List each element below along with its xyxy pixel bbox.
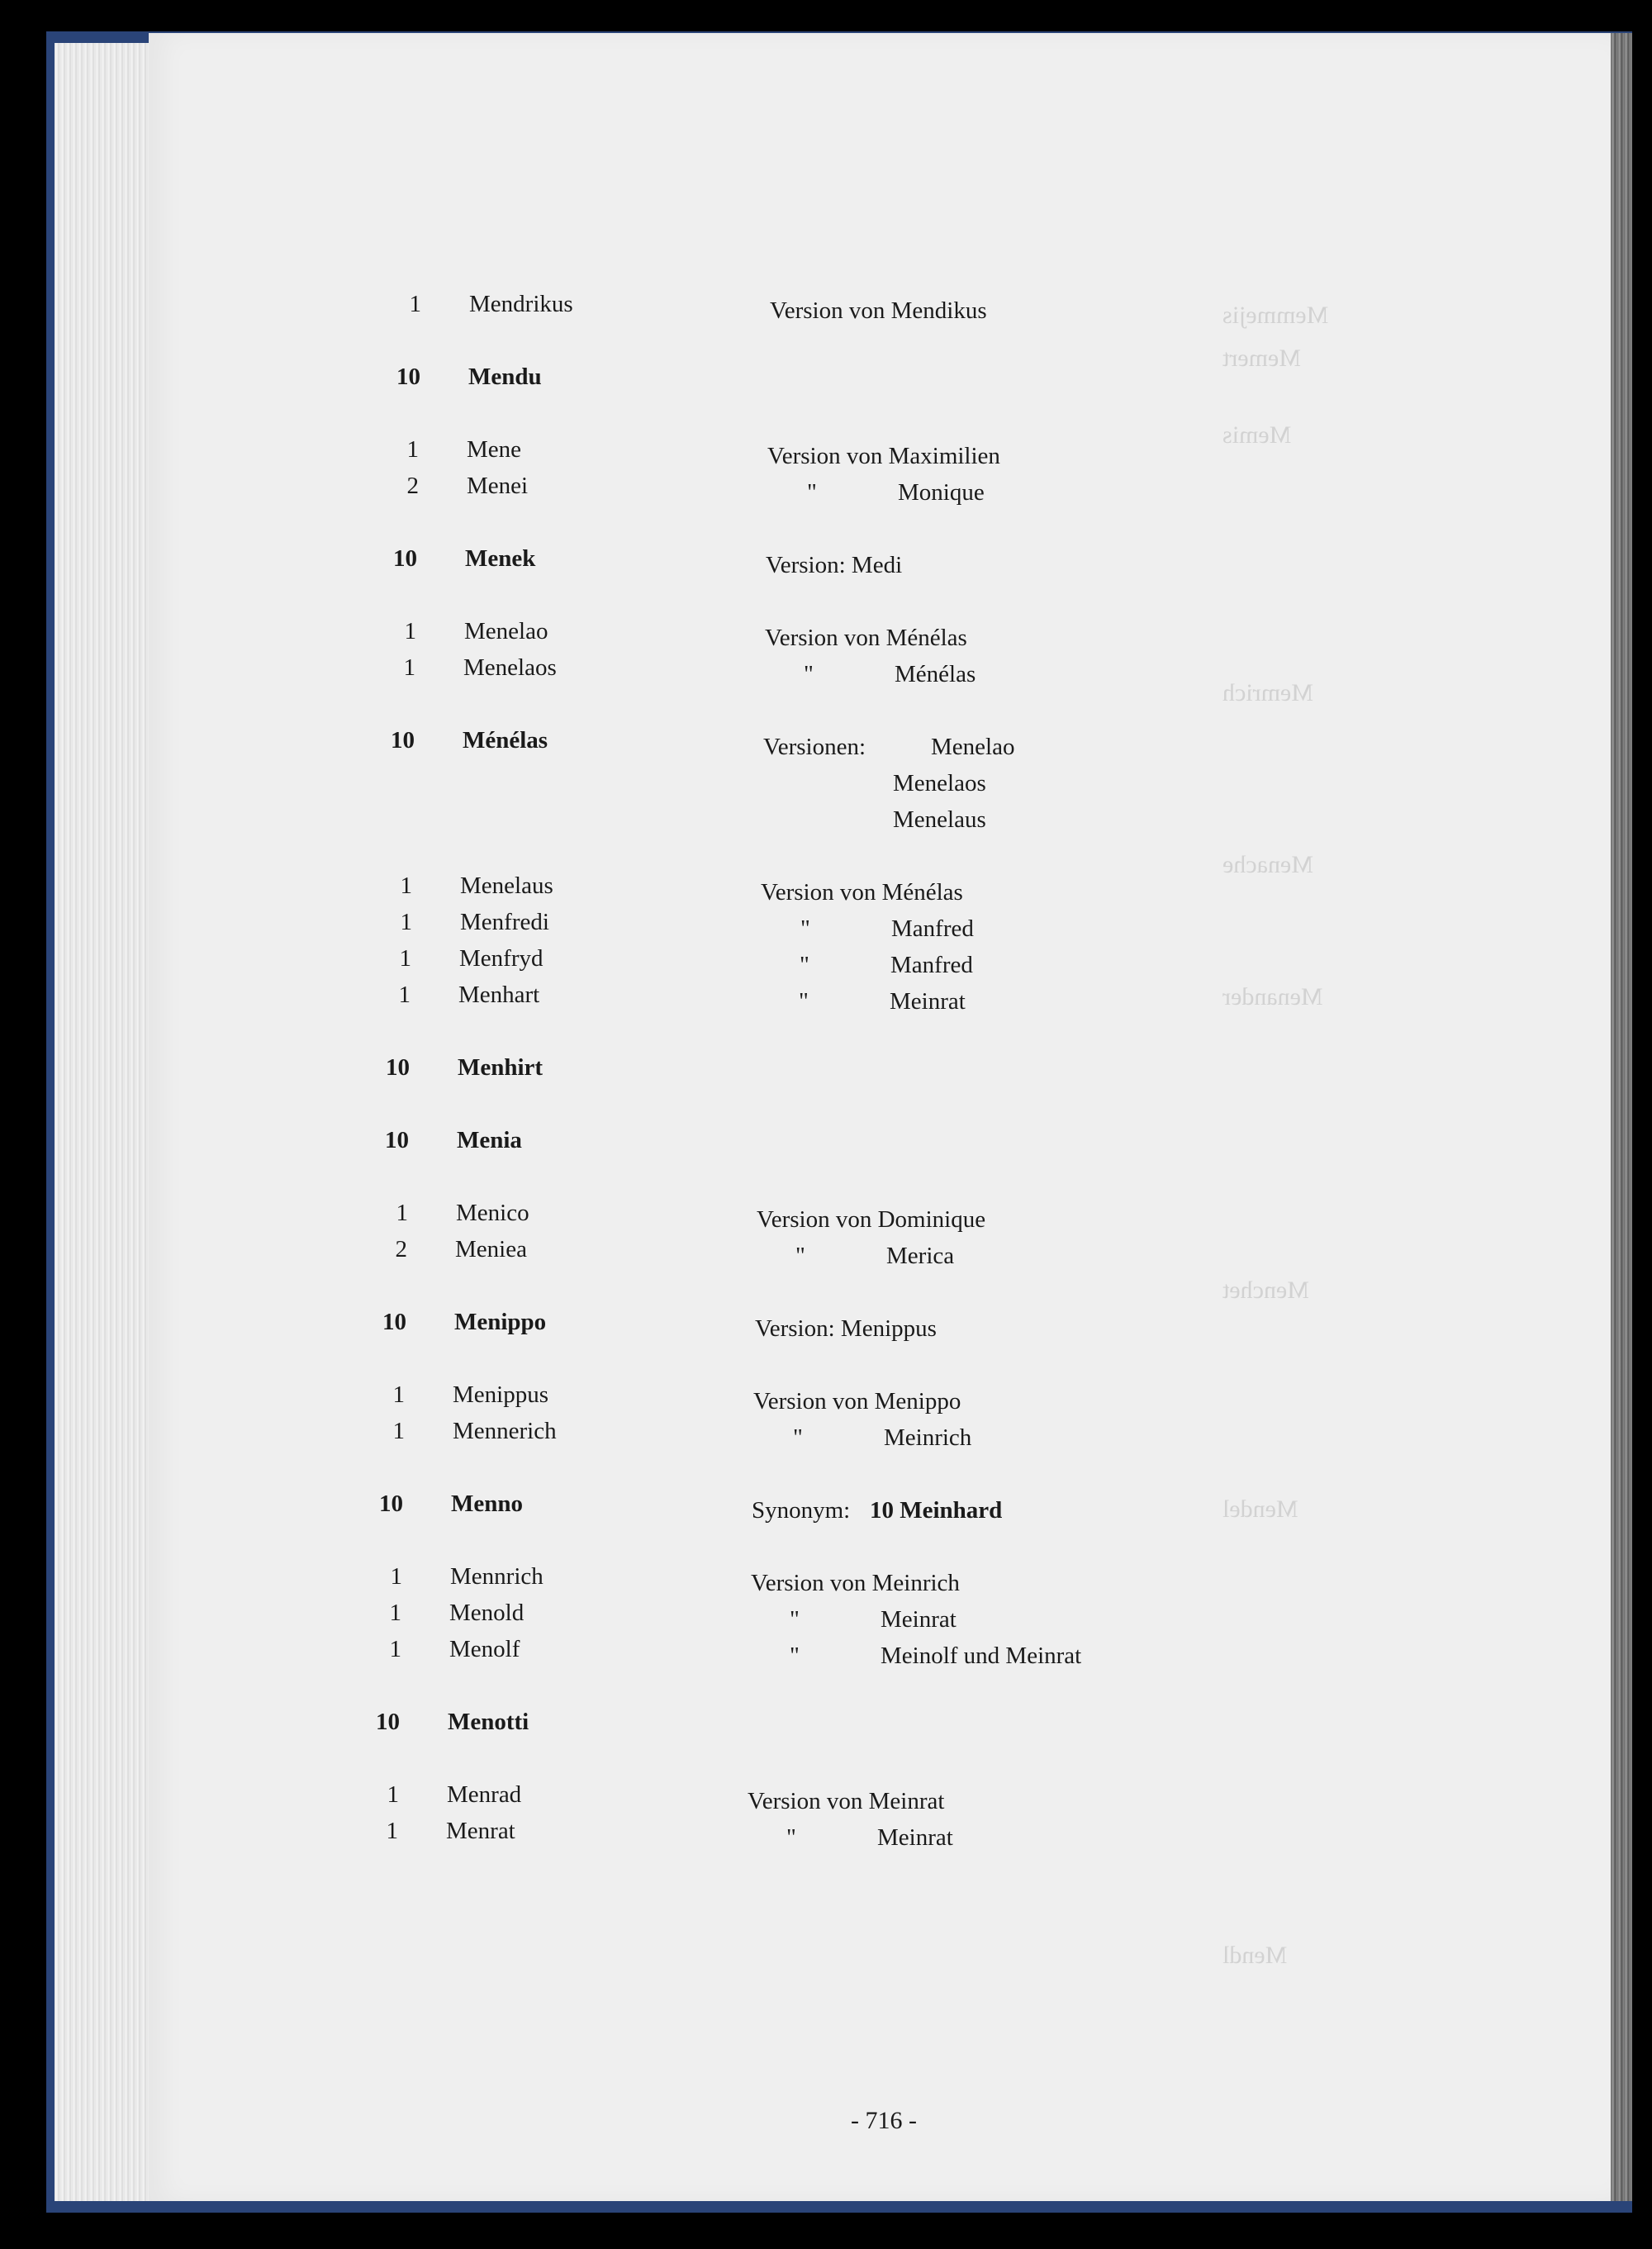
entry-name: Mendu [468, 364, 542, 390]
entry-reference: Meinolf und Meinrat [881, 1643, 1082, 1669]
entry-count: 10 [396, 364, 420, 390]
entry-count: 2 [406, 473, 419, 499]
entry-count: 1 [398, 982, 411, 1008]
book-page [149, 33, 1611, 2201]
entry-count: 1 [392, 1381, 405, 1408]
entry-count: 2 [395, 1236, 407, 1262]
entry-name: Meniea [455, 1236, 527, 1262]
entry-name: Menhirt [458, 1054, 544, 1081]
entry-description: Version von Maximilien [767, 443, 1000, 469]
entry-reference: Menelao [931, 734, 1015, 760]
entry-name: Ménélas [463, 727, 548, 754]
entry-count: 1 [400, 909, 412, 935]
entry-count: 1 [404, 618, 416, 644]
entry-name: Menippo [454, 1309, 547, 1335]
entry-reference: Manfred [890, 952, 973, 978]
entry-reference: Manfred [891, 915, 974, 942]
entry-name: Mennrich [450, 1563, 544, 1590]
entry-reference: Meinrich [884, 1424, 972, 1451]
entry-count: 1 [403, 654, 415, 681]
entry-reference: Menelaos [893, 770, 986, 796]
entry-count: 10 [386, 1054, 410, 1081]
entry-name: Mendrikus [469, 291, 573, 317]
entry-name: Menrat [446, 1818, 515, 1844]
entry-reference: Meinrat [877, 1824, 953, 1851]
entry-name: Mene [467, 436, 522, 463]
entry-count: 1 [406, 436, 419, 463]
page-edges-left [55, 43, 154, 2201]
entry-count: 1 [386, 1818, 398, 1844]
entry-count: 10 [393, 545, 417, 572]
bleed-through-text: Memmejis [1222, 302, 1329, 329]
entry-name: Menelaus [460, 872, 553, 899]
entry-name: Menfredi [460, 909, 549, 935]
entry-reference: Ménélas [895, 661, 976, 687]
bleed-through-text: Menchet [1222, 1277, 1309, 1304]
entry-name: Menfryd [459, 945, 544, 972]
entry-name: Menelaos [463, 654, 557, 681]
bleed-through-text: Memis [1222, 421, 1292, 449]
entry-reference: Merica [886, 1243, 955, 1269]
entry-description: " [807, 479, 817, 506]
entry-name: Menotti [448, 1709, 529, 1735]
entry-name: Mennerich [453, 1418, 557, 1444]
bleed-through-text: Mendl [1222, 1942, 1288, 1969]
entry-description: Version von Ménélas [765, 625, 967, 651]
entry-count: 10 [391, 727, 415, 754]
entry-description: " [799, 988, 809, 1015]
entry-description: Version von Meinrich [751, 1570, 960, 1596]
bleed-through-text: Mendel [1222, 1495, 1298, 1523]
entry-name: Menold [449, 1600, 525, 1626]
entry-description: Versionen: [763, 734, 866, 760]
entry-description: " [795, 1243, 805, 1269]
entry-name: Menolf [449, 1636, 520, 1662]
entry-name: Menno [451, 1491, 523, 1517]
entry-description: Version von Menippo [753, 1388, 961, 1415]
entry-count: 1 [390, 1563, 402, 1590]
entry-description: " [804, 661, 814, 687]
entry-name: Menei [467, 473, 529, 499]
entry-description: Version von Meinrat [748, 1788, 945, 1814]
entry-count: 1 [399, 945, 411, 972]
entry-reference: Meinrat [890, 988, 966, 1015]
bleed-through-text: Menander [1222, 983, 1323, 1010]
entry-description: " [786, 1824, 796, 1851]
entry-count: 1 [396, 1200, 408, 1226]
entry-name: Menia [457, 1127, 522, 1153]
entry-reference: 10 Meinhard [870, 1497, 1003, 1524]
entry-name: Menek [465, 545, 536, 572]
page-number: - 716 - [851, 2107, 917, 2134]
entry-count: 10 [379, 1491, 403, 1517]
entry-count: 10 [376, 1709, 400, 1735]
entry-reference: Menelaus [893, 806, 986, 833]
entry-reference: Monique [898, 479, 985, 506]
entry-name: Menippus [453, 1381, 548, 1408]
bleed-through-text: Memrich [1222, 679, 1313, 706]
entry-description: " [790, 1643, 800, 1669]
bleed-through-text: Memert [1222, 345, 1301, 372]
page-edges-right [1611, 33, 1632, 2201]
entry-count: 1 [389, 1636, 401, 1662]
entry-count: 10 [382, 1309, 406, 1335]
entry-description: Version von Mendikus [770, 297, 987, 324]
entry-count: 1 [400, 872, 412, 899]
entry-description: " [790, 1606, 800, 1633]
entry-name: Menelao [464, 618, 548, 644]
entry-description: " [793, 1424, 803, 1451]
entry-description: Synonym: [752, 1497, 851, 1524]
entry-count: 10 [385, 1127, 409, 1153]
entry-reference: Meinrat [881, 1606, 957, 1633]
entry-description: Version: Medi [766, 552, 903, 578]
entry-count: 1 [409, 291, 421, 317]
entry-description: Version: Menippus [755, 1315, 937, 1342]
bleed-through-text: Menache [1222, 851, 1313, 878]
entry-count: 1 [387, 1781, 399, 1808]
entry-count: 1 [389, 1600, 401, 1626]
entry-name: Menrad [447, 1781, 522, 1808]
entry-description: Version von Dominique [757, 1206, 986, 1233]
entry-name: Menhart [458, 982, 540, 1008]
entry-description: " [800, 915, 810, 942]
entry-description: Version von Ménélas [761, 879, 963, 906]
entry-description: " [800, 952, 809, 978]
entry-name: Menico [456, 1200, 529, 1226]
entry-count: 1 [392, 1418, 405, 1444]
